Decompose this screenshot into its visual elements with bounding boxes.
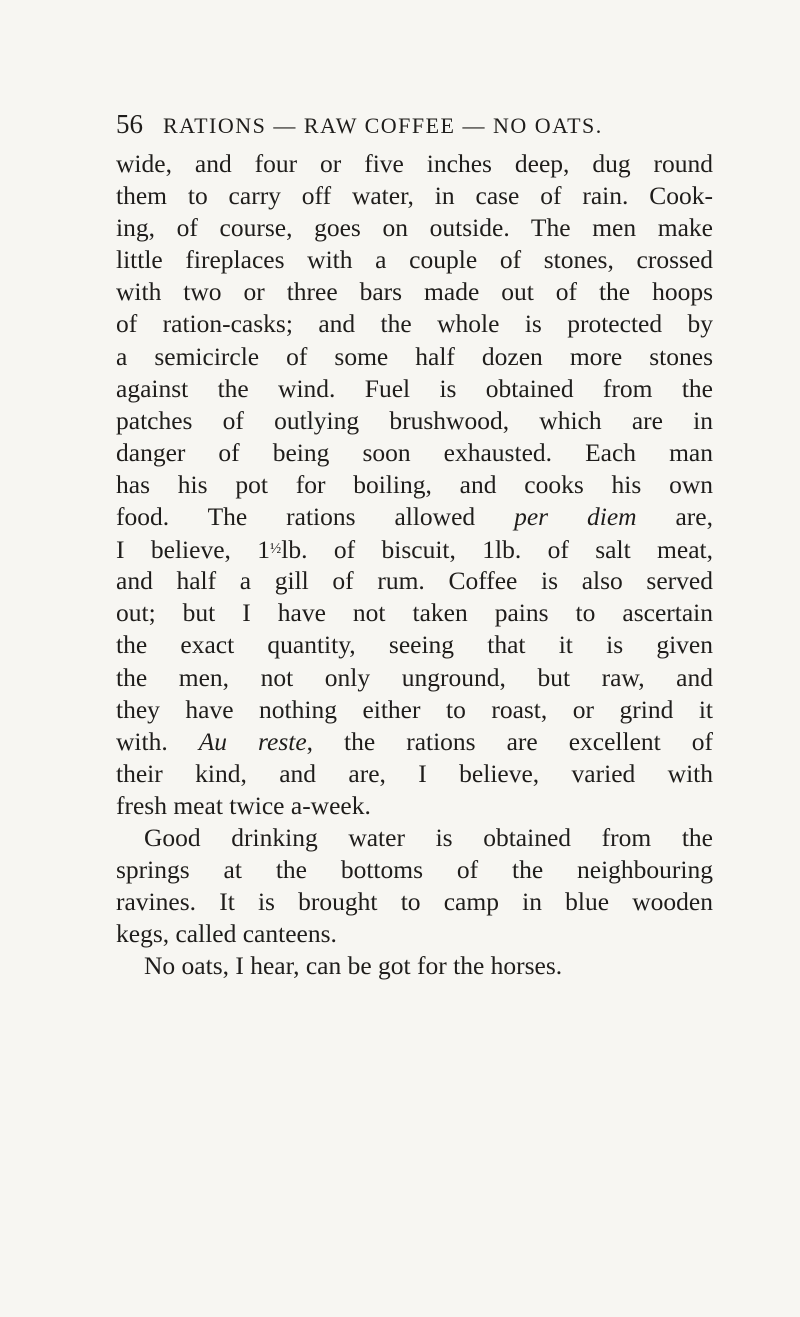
text-line: and half a gill of rum. Coffee is also served xyxy=(116,566,713,596)
fraction: ½ xyxy=(270,541,282,558)
text-line: out; but I have not taken pains to ascertain xyxy=(116,598,713,628)
text-line: Good drinking water is obtained from the xyxy=(144,822,713,852)
text-line: of ration-casks; and the whole is protected by xyxy=(116,309,713,339)
text-run: I believe, 1 xyxy=(116,535,271,565)
text-line: fresh meat twice a-week. xyxy=(116,790,371,820)
text-line: them to carry off water, in case of rain. Cook- xyxy=(116,181,713,211)
text-line: they have nothing either to roast, or grind it xyxy=(116,694,713,724)
text-run: lb. of biscuit, 1lb. of salt meat, xyxy=(281,535,713,565)
italic-phrase: per diem xyxy=(514,502,637,532)
text-line: against the wind. Fuel is obtained from the xyxy=(116,373,713,403)
text-line: wide, and four or five inches deep, dug round xyxy=(116,149,713,178)
text-line xyxy=(116,533,713,565)
text-line: little fireplaces with a couple of stones, crossed xyxy=(116,245,713,275)
text-line: No oats, I hear, can be got for the horses. xyxy=(144,951,563,981)
text-line: kegs, called canteens. xyxy=(116,919,337,949)
page-header xyxy=(116,109,716,140)
text-run: , the rations are excellent of xyxy=(306,726,713,756)
text-line: has his pot for boiling, and cooks his own xyxy=(116,469,713,499)
text-line: springs at the bottoms of the neighbouring xyxy=(116,855,713,885)
running-title: RATIONS — RAW COFFEE — NO OATS. xyxy=(163,113,603,138)
text-line xyxy=(116,726,713,758)
text-line: their kind, and are, I believe, varied with xyxy=(116,758,713,788)
text-line: the men, not only unground, but raw, and xyxy=(116,662,713,692)
text-line: with two or three bars made out of the hoops xyxy=(116,277,713,307)
text-line xyxy=(116,501,713,533)
body-text xyxy=(116,148,713,982)
text-line: a semicircle of some half dozen more stones xyxy=(116,341,713,371)
text-line: ravines. It is brought to camp in blue wooden xyxy=(116,887,713,917)
page-number: 56 xyxy=(116,109,143,139)
text-line: the exact quantity, seeing that it is given xyxy=(116,630,713,660)
italic-phrase: Au reste xyxy=(198,726,307,756)
text-line: danger of being soon exhausted. Each man xyxy=(116,437,713,467)
text-run: with. xyxy=(116,726,199,756)
text-line: patches of outlying brushwood, which are in xyxy=(116,405,713,435)
text-run: are, xyxy=(636,502,713,532)
text-run: food. The rations allowed xyxy=(116,502,515,532)
text-line: ing, of course, goes on outside. The men make xyxy=(116,213,713,243)
